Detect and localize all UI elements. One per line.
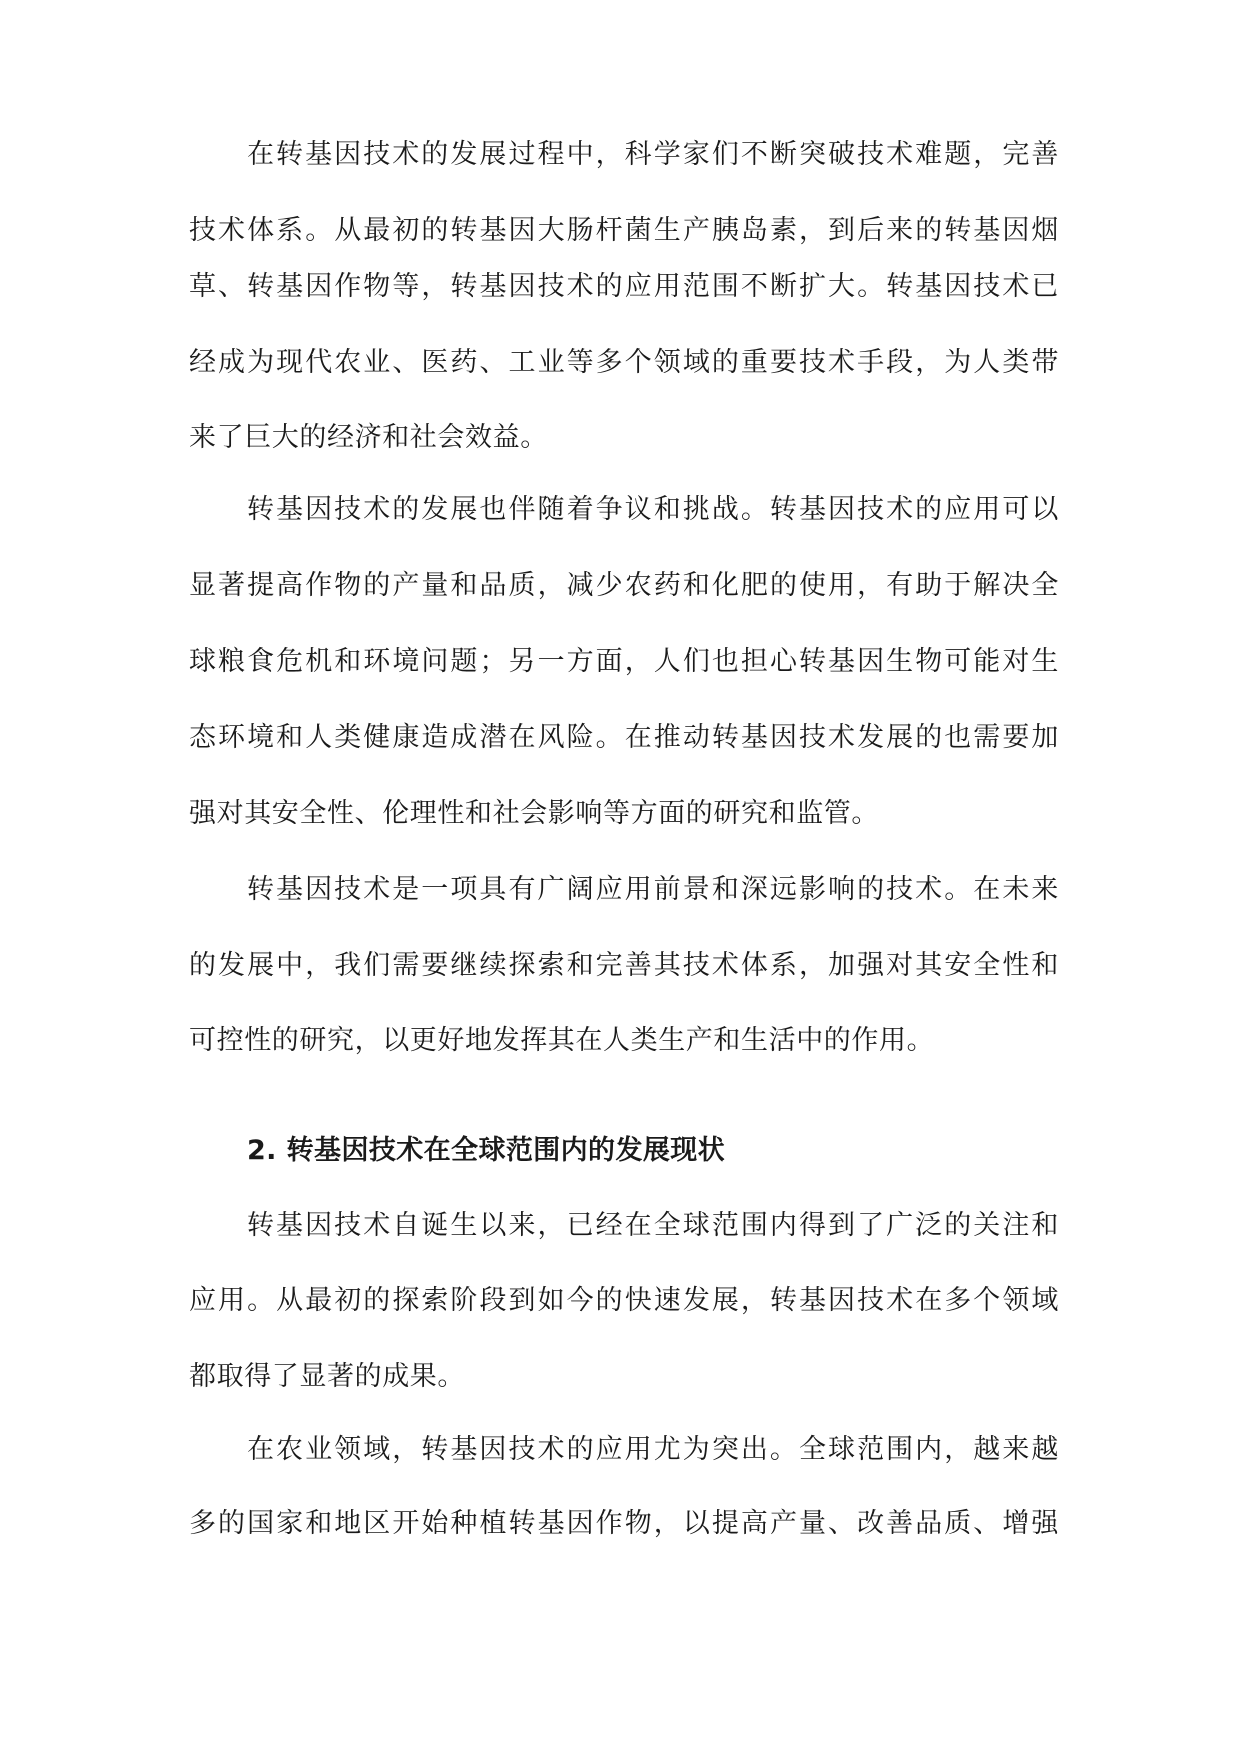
paragraph-2-line-4: 态环境和人类健康造成潜在风险。在推动转基因技术发展的也需要加: [189, 722, 1059, 753]
section-heading: 2. 转基因技术在全球范围内的发展现状: [247, 1135, 726, 1166]
paragraph-3-line-2: 的发展中，我们需要继续探索和完善其技术体系，加强对其安全性和: [189, 950, 1059, 981]
paragraph-1-line-2: 技术体系。从最初的转基因大肠杆菌生产胰岛素，到后来的转基因烟: [189, 215, 1059, 246]
paragraph-1-line-1: 在转基因技术的发展过程中，科学家们不断突破技术难题，完善: [247, 139, 1059, 170]
paragraph-5-line-1: 在农业领域，转基因技术的应用尤为突出。全球范围内，越来越: [247, 1434, 1059, 1465]
paragraph-4-line-3: 都取得了显著的成果。: [189, 1361, 465, 1392]
paragraph-2-line-2: 显著提高作物的产量和品质，减少农药和化肥的使用，有助于解决全: [189, 570, 1059, 601]
paragraph-5-line-2: 多的国家和地区开始种植转基因作物，以提高产量、改善品质、增强: [189, 1508, 1059, 1539]
paragraph-2-line-1: 转基因技术的发展也伴随着争议和挑战。转基因技术的应用可以: [247, 494, 1059, 525]
paragraph-3-line-3: 可控性的研究，以更好地发挥其在人类生产和生活中的作用。: [189, 1025, 935, 1056]
paragraph-2-line-5: 强对其安全性、伦理性和社会影响等方面的研究和监管。: [189, 798, 879, 829]
paragraph-4-line-1: 转基因技术自诞生以来，已经在全球范围内得到了广泛的关注和: [247, 1210, 1059, 1241]
paragraph-2-line-3: 球粮食危机和环境问题；另一方面，人们也担心转基因生物可能对生: [189, 646, 1059, 677]
paragraph-1-line-4: 经成为现代农业、医药、工业等多个领域的重要技术手段，为人类带: [189, 347, 1059, 378]
paragraph-1-line-5: 来了巨大的经济和社会效益。: [189, 422, 548, 453]
paragraph-1-line-3: 草、转基因作物等，转基因技术的应用范围不断扩大。转基因技术已: [189, 271, 1059, 302]
paragraph-3-line-1: 转基因技术是一项具有广阔应用前景和深远影响的技术。在未来: [247, 874, 1059, 905]
paragraph-4-line-2: 应用。从最初的探索阶段到如今的快速发展，转基因技术在多个领域: [189, 1285, 1059, 1316]
